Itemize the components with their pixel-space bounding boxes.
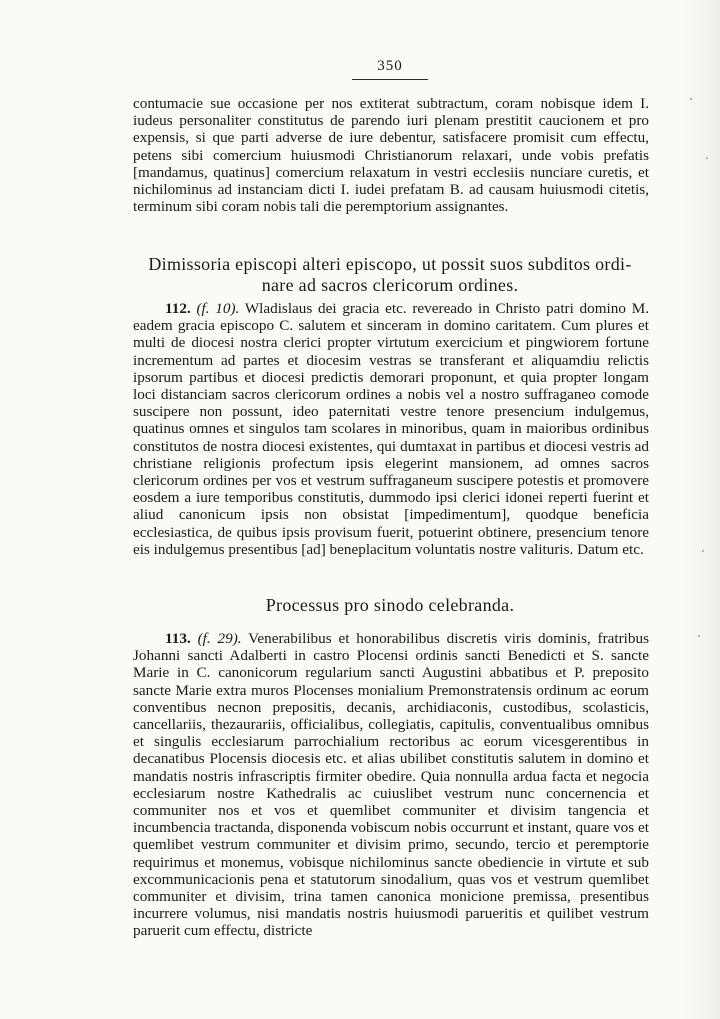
paragraph-113-text: Venerabilibus et honorabilibus discretis viris dominis, fratribus Johanni sancti Adalberti in castro Plocensi ordinis sancti Benedicti et S. sancte Marie in C. canonicorum regularium sancti Augustini abbatibus et P. preposito sancte Marie extra muros Plocenses monialium Premonstratensis ordinum ac eorum conventibus necnon prepositis, decanis, archidiaconis, custodibus, scolasticis, cancellariis, thezaurariis, officialibus, collegiatis, capitulis, conventualibus omnibus et singulis ecclesiarum parrochialium rectoribus ac eorum vicesgerentibus in decanatibus Plocensis diocesis etc. et alias ubilibet constitutis salutem in domino et mandatis nostris infrascriptis firmiter obedire. Quia nonnulla ardua facta et negocia ecclesiarum nostre Kathedralis ac cuiuslibet vestrum nunc concernencia et communiter nos et vos et quemlibet communiter et divisim tangencia et incumbencia tractanda, disponenda vobiscum nobis occurrunt et instant, quare vos et quemlibet vestrum communiter et divisim primo, secundo, tercio et peremptorie requirimus et monemus, vobisque nichilominus sancte obediencie in virtute et sub excommunicacionis pena et statutorum sinodalium, quas vos et vestrum quemlibet communiter et divisim, trina tamen canonica monicione premissa, presentibus incurrere volumus, nisi mandatis nostris huiusmodi parueritis et quilibet vestrum paruerit cum effectu, districte [133, 630, 649, 940]
folio-ref-112: (f. 10). [196, 300, 240, 317]
paragraph-113 [133, 630, 649, 940]
heading-112-line2: nare ad sacros clericorum ordines. [261, 275, 519, 295]
heading-112-line1: Dimissoria episcopi alteri episcopo, ut possit suos subditos ordi- [148, 254, 632, 274]
folio-ref-113: (f. 29). [197, 630, 242, 647]
page-number: 350 [377, 58, 403, 74]
heading-112 [120, 254, 660, 296]
heading-113: Processus pro sinodo celebranda. [265, 595, 515, 615]
paragraph-112-text: Wladislaus dei gracia etc. revereado in Christo patri domino M. eadem gracia episcopo C. salutem et sinceram in domino caritatem. Cum plures et multi de diocesi nostra clerici propter virtutum exercicium et pingwiorem fortune incrementum ad partes et diocesim vestras se transferant et aliquamdiu relictis ipsorum partibus et diocesi predictis demorari proponunt, et quia propter longam loci distanciam sacros clericorum ordines a nobis vel a nostro suffraganeo comode suscipere non possunt, ideo paternitati vestre tenore presencium indulgemus, quatinus omnes et singulos tam scolares in minoribus, quam in maioribus ordinibus constitutos de nostra diocesi existentes, qui dumtaxat in partibus et diocesi vestris ad christiane religionis profectum ipsis elegerint mansionem, ad omnes sacros clericorum ordines per vos et vestrum suffraganeum suscipere potestis et promovere eosdem a iure temporibus constitutis, dummodo ipsi clerici idonei reperti fuerint et aliud canonicum ipsis non obsistat [impedimentum], quodque beneficia ecclesiastica, de quibus ipsis provisum fuerit, potuerint obtinere, presencium tenore eis indulgemus presentibus [ad] beneplacitum voluntatis nostre valituris. Datum etc. [133, 300, 649, 558]
page-edge-shadow [680, 0, 720, 1019]
header-rule [352, 79, 428, 80]
entry-number-113: 113. [165, 630, 191, 647]
entry-number-112: 112. [165, 300, 191, 317]
paragraph-continuation: contumacie sue occasione per nos extiterat subtractum, coram nobisque idem I. iudeus personaliter constitutus de parendo iuri plenam prestitit caucionem et pro expensis, si que parti adverse de iure debentur, satisfacere promisit cum effectu, petens sibi comercium huiusmodi Christianorum relaxari, unde vobis prefatis [mandamus, quatinus] comercium relaxatum in vestri ecclesiis nunciare curetis, et nichilominus ad instanciam dicti I. iudei prefatam B. ad causam huiusmodi citetis, terminum sibi coram nobis tali die peremptorium assignantes. [133, 95, 649, 216]
paragraph-112 [133, 300, 649, 558]
